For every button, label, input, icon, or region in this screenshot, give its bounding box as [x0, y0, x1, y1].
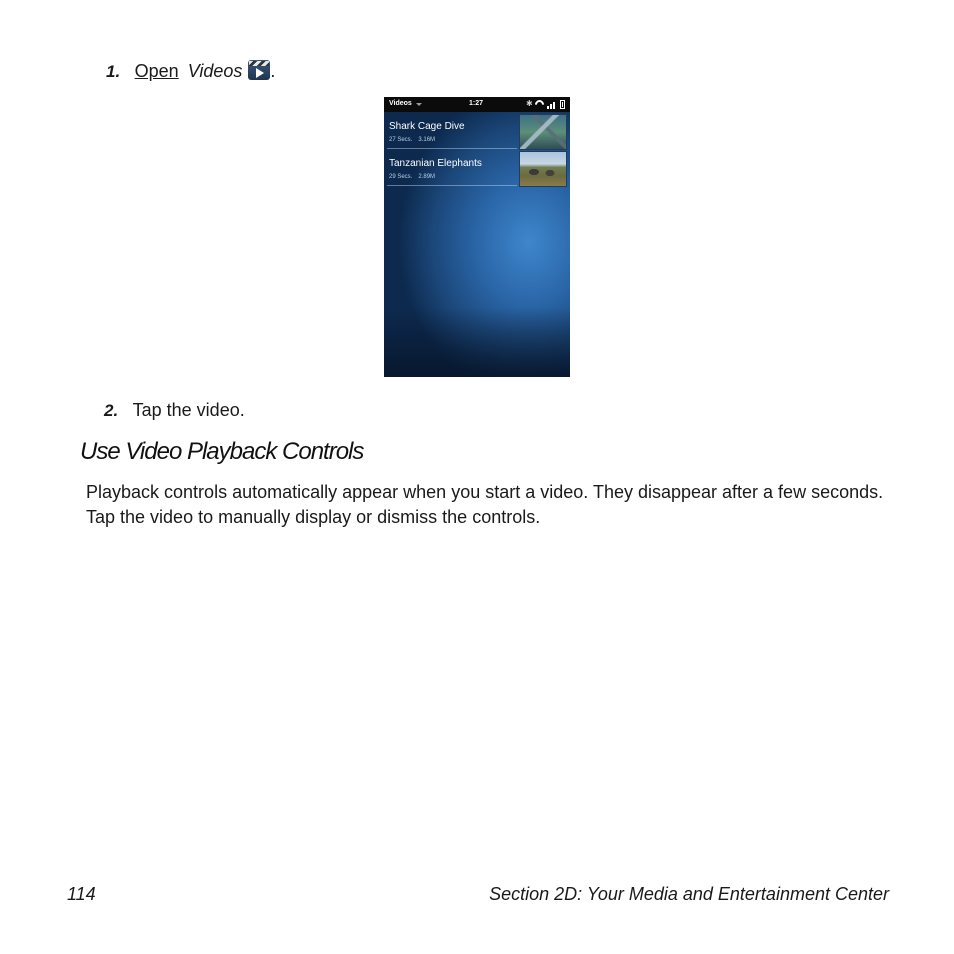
- step-1: [106, 60, 275, 82]
- wifi-icon: [533, 98, 546, 111]
- status-bar: [384, 97, 570, 112]
- page-number: 114: [67, 884, 96, 904]
- elephants-thumbnail[interactable]: [519, 151, 567, 187]
- status-app-name[interactable]: Videos: [389, 100, 412, 107]
- step-1-number: 1.: [106, 62, 121, 81]
- step-1-period: .: [270, 61, 276, 81]
- step-2-text: Tap the video.: [132, 400, 245, 420]
- shark-thumbnail[interactable]: [519, 114, 567, 150]
- battery-icon: [560, 100, 565, 109]
- open-link[interactable]: Open: [134, 61, 179, 81]
- signal-strength-icon: [547, 101, 557, 109]
- video-meta: [389, 137, 435, 143]
- section-paragraph: Playback controls automatically appear when you start a video. They disappear after a few seconds. Tap the video to manually display or dismiss the controls.: [86, 482, 884, 527]
- videos-app-name: Videos: [187, 61, 243, 81]
- video-list-item[interactable]: [384, 149, 570, 186]
- video-size: 3.16M: [418, 137, 436, 143]
- phone-screenshot: [384, 97, 570, 377]
- bluetooth-icon: ✱: [526, 99, 533, 108]
- video-size: 2.89M: [418, 174, 436, 180]
- video-duration: 27 Secs.: [389, 137, 413, 143]
- step-2: [104, 400, 245, 421]
- section-heading: Use Video Playback Controls: [80, 438, 364, 465]
- videos-app-icon: [248, 60, 270, 80]
- step-2-number: 2.: [104, 401, 119, 420]
- video-list-item[interactable]: [384, 112, 570, 149]
- video-duration: 29 Secs.: [389, 174, 413, 180]
- video-title: Shark Cage Dive: [389, 121, 465, 132]
- status-clock: 1:27: [469, 100, 484, 107]
- app-menu-arrow-icon[interactable]: [416, 103, 422, 106]
- video-meta: [389, 174, 435, 180]
- footer-section-title: Section 2D: Your Media and Entertainment Center: [489, 884, 889, 904]
- video-title: Tanzanian Elephants: [389, 158, 482, 169]
